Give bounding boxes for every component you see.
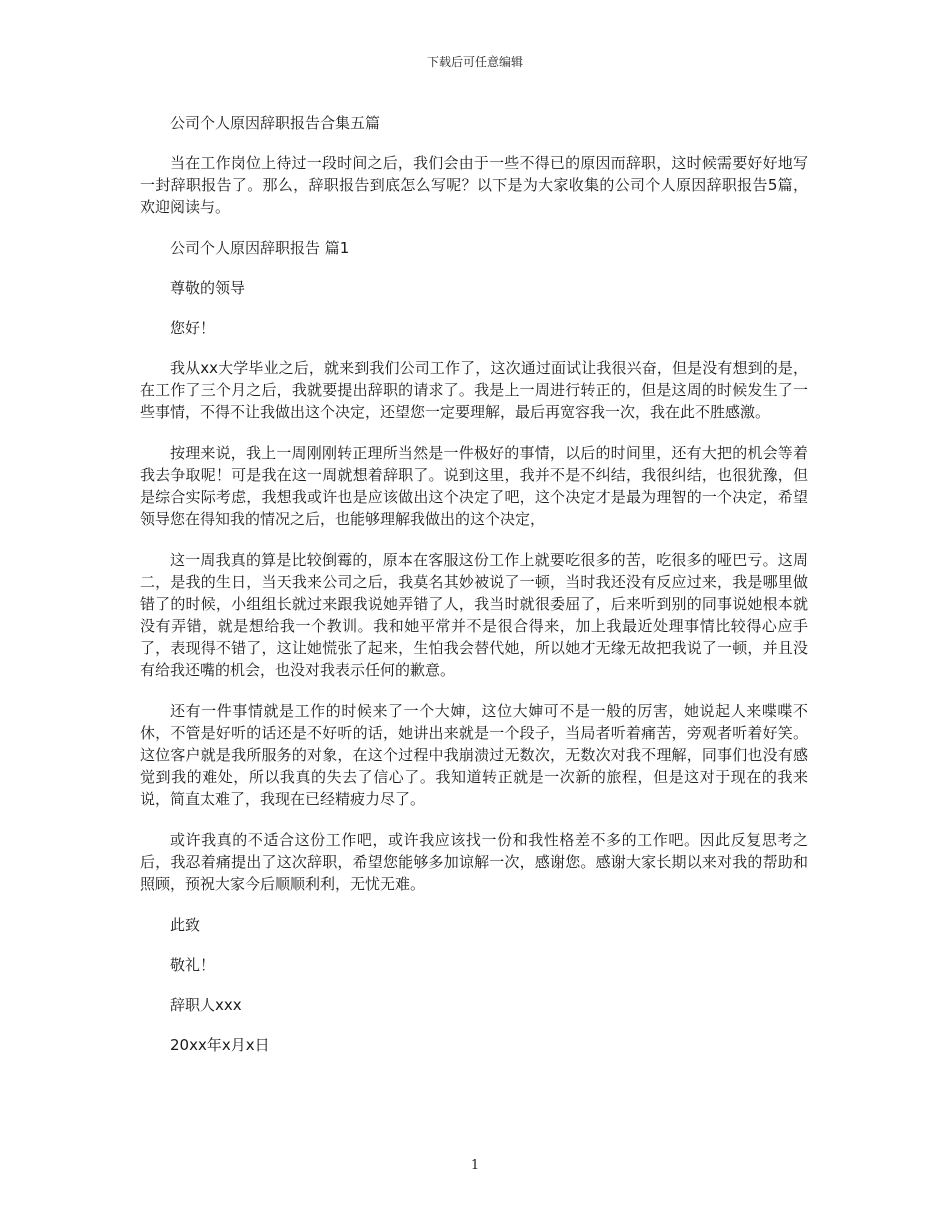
body-paragraph: 或许我真的不适合这份工作吧，或许我应该找一份和我性格差不多的工作吧。因此反复思考之后，我忍着痛提出了这次辞职，希望您能够多加谅解一次，感谢您。感谢大家长期以来对我的帮助和照顾，预祝大家今后顺顺利利，无忧无难。 xyxy=(140,831,808,893)
regards-line: 敬礼！ xyxy=(170,956,216,974)
page-number: 1 xyxy=(470,1158,480,1173)
intro-paragraph: 当在工作岗位上待过一段时间之后，我们会由于一些不得已的原因而辞职，这时候需要好好地写一封辞职报告了。那么，辞职报告到底怎么写呢？以下是为大家收集的公司个人原因辞职报告5篇，欢迎阅读与。 xyxy=(140,154,808,216)
body-paragraph: 还有一件事情就是工作的时候来了一个大婶，这位大婶可不是一般的厉害，她说起人来喋喋不休，不管是好听的话还是不好听的话，她讲出来就是一个段子，当局者听着痛苦，旁观者听着好笑。这位客户就是我所服务的对象，在这个过程中我崩溃过无数次，无数次对我不理解，同事们也没有感觉到我的难处，所以我真的失去了信心了。我知道转正就是一次新的旅程，但是这对于现在的我来说，简直太难了，我现在已经精疲力尽了。 xyxy=(140,702,808,808)
body-paragraph: 按理来说，我上一周刚刚转正理所当然是一件极好的事情，以后的时间里，还有大把的机会等着我去争取呢！可是我在这一周就想着辞职了。说到这里，我并不是不纠结，我很纠结，也很犹豫，但是综合实际考虑，我想我或许也是应该做出这个决定了吧，这个决定才是最为理智的一个决定，希望领导您在得知我的情况之后，也能够理解我做出的这个决定， xyxy=(140,444,808,528)
section-heading: 公司个人原因辞职报告 篇1 xyxy=(170,239,350,257)
date-line: 20xx年x月x日 xyxy=(170,1036,270,1054)
closing-line: 此致 xyxy=(170,916,201,934)
page-header-note: 下载后可任意编辑 xyxy=(426,55,523,69)
body-paragraph: 我从xx大学毕业之后，就来到我们公司工作了，这次通过面试让我很兴奋，但是没有想到的是，在工作了三个月之后，我就要提出辞职的请求了。我是上一周进行转正的，但是这周的时候发生了一些事情，不得不让我做出这个决定，还望您一定要理解，最后再宽容我一次，我在此不胜感激。 xyxy=(140,359,808,421)
greeting: 您好！ xyxy=(170,319,216,337)
body-paragraph: 这一周我真的算是比较倒霉的，原本在客服这份工作上就要吃很多的苦，吃很多的哑巴亏。这周二，是我的生日，当天我来公司之后，我莫名其妙被说了一顿，当时我还没有反应过来，我是哪里做错了的时候，小组组长就过来跟我说她弄错了人，我当时就很委屈了，后来听到别的同事说她根本就没有弄错，就是想给我一个教训。我和她平常并不是很合得来，加上我最近处理事情比较得心应手了，表现得不错了，这让她慌张了起来，生怕我会替代她，所以她才无缘无故把我说了一顿，并且没有给我还嘴的机会，也没对我表示任何的歉意。 xyxy=(140,551,808,679)
signer-line: 辞职人xxx xyxy=(170,996,242,1014)
salutation: 尊敬的领导 xyxy=(170,279,246,297)
document-title: 公司个人原因辞职报告合集五篇 xyxy=(170,114,381,132)
document-body xyxy=(140,112,808,1074)
